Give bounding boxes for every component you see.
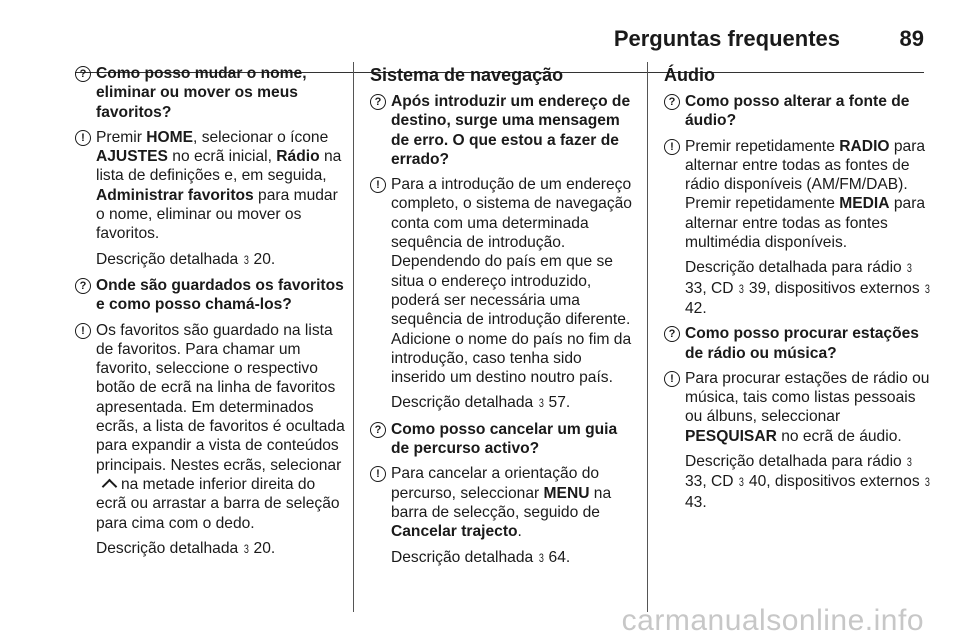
keyword: HOME	[146, 128, 194, 146]
reference: Descrição detalhada para rádio 3 33, CD 3 40, dispositivos externos 3 43.	[685, 453, 930, 511]
page-ref-arrow-icon: 3	[738, 475, 744, 490]
page-title: Perguntas frequentes	[613, 26, 840, 51]
question-item	[75, 64, 345, 122]
column-divider-2	[647, 62, 648, 612]
answer-item: ! Premir repetidamente RADIO para alternar entre todas as fontes de rádio disponíveis (AM/FM/DAB). Premir repetidamente MEDIA para alternar entre todas as fontes multimédia disponíveis.	[664, 137, 932, 253]
question-item	[370, 92, 635, 169]
answer-item: ! Premir HOME, selecionar o ícone AJUSTES no ecrã inicial, Rádio na lista de definições e, em seguida, Administrar favoritos para mudar o nome, eliminar ou mover os favoritos.	[75, 128, 345, 244]
question-icon: ?	[370, 94, 386, 110]
exclamation-icon: !	[664, 139, 680, 155]
page-ref-arrow-icon: 3	[243, 252, 249, 267]
page-ref-arrow-icon: 3	[906, 455, 912, 470]
answer-item: ! Para a introdução de um endereço completo, o sistema de navegação conta com uma determinada sequência de introdução. Dependendo do país em que se situa o endereço introduzido, poderá ser necessária uma sequência de introdução diferente. Adicione o nome do país no fim da introdução, caso tenha sido inserido um destino noutro país.	[370, 175, 635, 387]
reference: Descrição detalhada 3 57.	[370, 393, 635, 413]
page-ref-arrow-icon: 3	[924, 475, 930, 490]
question-icon: ?	[664, 94, 680, 110]
question-text: Após introduzir um endereço de destino, surge uma mensagem de erro. O que estou a fazer de errado?	[391, 93, 631, 168]
question-text: Onde são guardados os favoritos e como posso chamá-los?	[96, 276, 344, 314]
section-title: Sistema de navegação	[370, 65, 564, 85]
page-number: 89	[899, 26, 924, 51]
page-ref-arrow-icon: 3	[538, 396, 544, 411]
question-text: Como posso mudar o nome, eliminar ou mover os meus favoritos?	[96, 65, 307, 121]
keyword: Cancelar trajecto	[391, 523, 518, 541]
column-divider-1	[353, 62, 354, 612]
keyword: Administrar favoritos	[96, 186, 254, 204]
keyword: Rádio	[276, 148, 320, 166]
reference: Descrição detalhada 3 20.	[75, 539, 345, 559]
exclamation-icon: !	[75, 130, 91, 146]
column-2	[370, 64, 635, 574]
reference: Descrição detalhada 3 20.	[75, 250, 345, 270]
column-3	[664, 64, 932, 518]
page-header	[0, 26, 960, 56]
page-ref-arrow-icon: 3	[924, 281, 930, 296]
watermark: carmanualsonline.info	[621, 604, 924, 637]
exclamation-icon: !	[75, 323, 91, 339]
keyword: PESQUISAR	[685, 427, 777, 445]
exclamation-icon: !	[664, 371, 680, 387]
question-item	[664, 324, 932, 363]
reference: Descrição detalhada 3 64.	[370, 548, 635, 568]
keyword: RADIO	[839, 137, 890, 155]
question-item	[75, 276, 345, 315]
question-item	[664, 92, 932, 131]
question-text: Como posso alterar a fonte de áudio?	[685, 93, 910, 130]
exclamation-icon: !	[370, 177, 386, 193]
question-icon: ?	[370, 422, 386, 438]
keyword: MENU	[543, 484, 590, 502]
answer-item: ! Os favoritos são guardado na lista de favoritos. Para chamar um favorito, seleccione o respectivo botão de ecrã na linha de favoritos apresentada. Em determinados ecrãs, a lista de favoritos é ocultada para expandir a vista de conteúdos principais. Nestes ecrãs, selecionarna metade inferior direita do ecrã ou arrastar a barra de seleção para cima com o dedo.	[75, 321, 345, 533]
question-icon: ?	[75, 278, 91, 294]
answer-item: ! Para cancelar a orientação do percurso, seleccionar MENU na barra de selecção, seguido de Cancelar trajecto.	[370, 464, 635, 541]
question-text: Como posso procurar estações de rádio ou música?	[685, 325, 919, 362]
page-ref-arrow-icon: 3	[538, 550, 544, 565]
keyword: MEDIA	[839, 195, 890, 213]
page-ref-arrow-icon: 3	[738, 281, 744, 296]
answer-item: ! Para procurar estações de rádio ou música, tais como listas pessoais ou álbuns, seleccionar PESQUISAR no ecrã de áudio.	[664, 369, 932, 446]
section-title: Áudio	[664, 65, 715, 85]
column-1	[75, 64, 345, 565]
question-icon: ?	[75, 66, 91, 82]
question-text: Como posso cancelar um guia de percurso activo?	[391, 420, 618, 458]
page-ref-arrow-icon: 3	[243, 541, 249, 556]
reference: Descrição detalhada para rádio 3 33, CD 3 39, dispositivos externos 3 42.	[685, 259, 930, 317]
question-icon: ?	[664, 326, 680, 342]
page-ref-arrow-icon: 3	[906, 261, 912, 276]
chevron-up-icon	[102, 479, 118, 495]
question-item	[370, 420, 635, 459]
keyword: AJUSTES	[96, 148, 168, 166]
exclamation-icon: !	[370, 466, 386, 482]
